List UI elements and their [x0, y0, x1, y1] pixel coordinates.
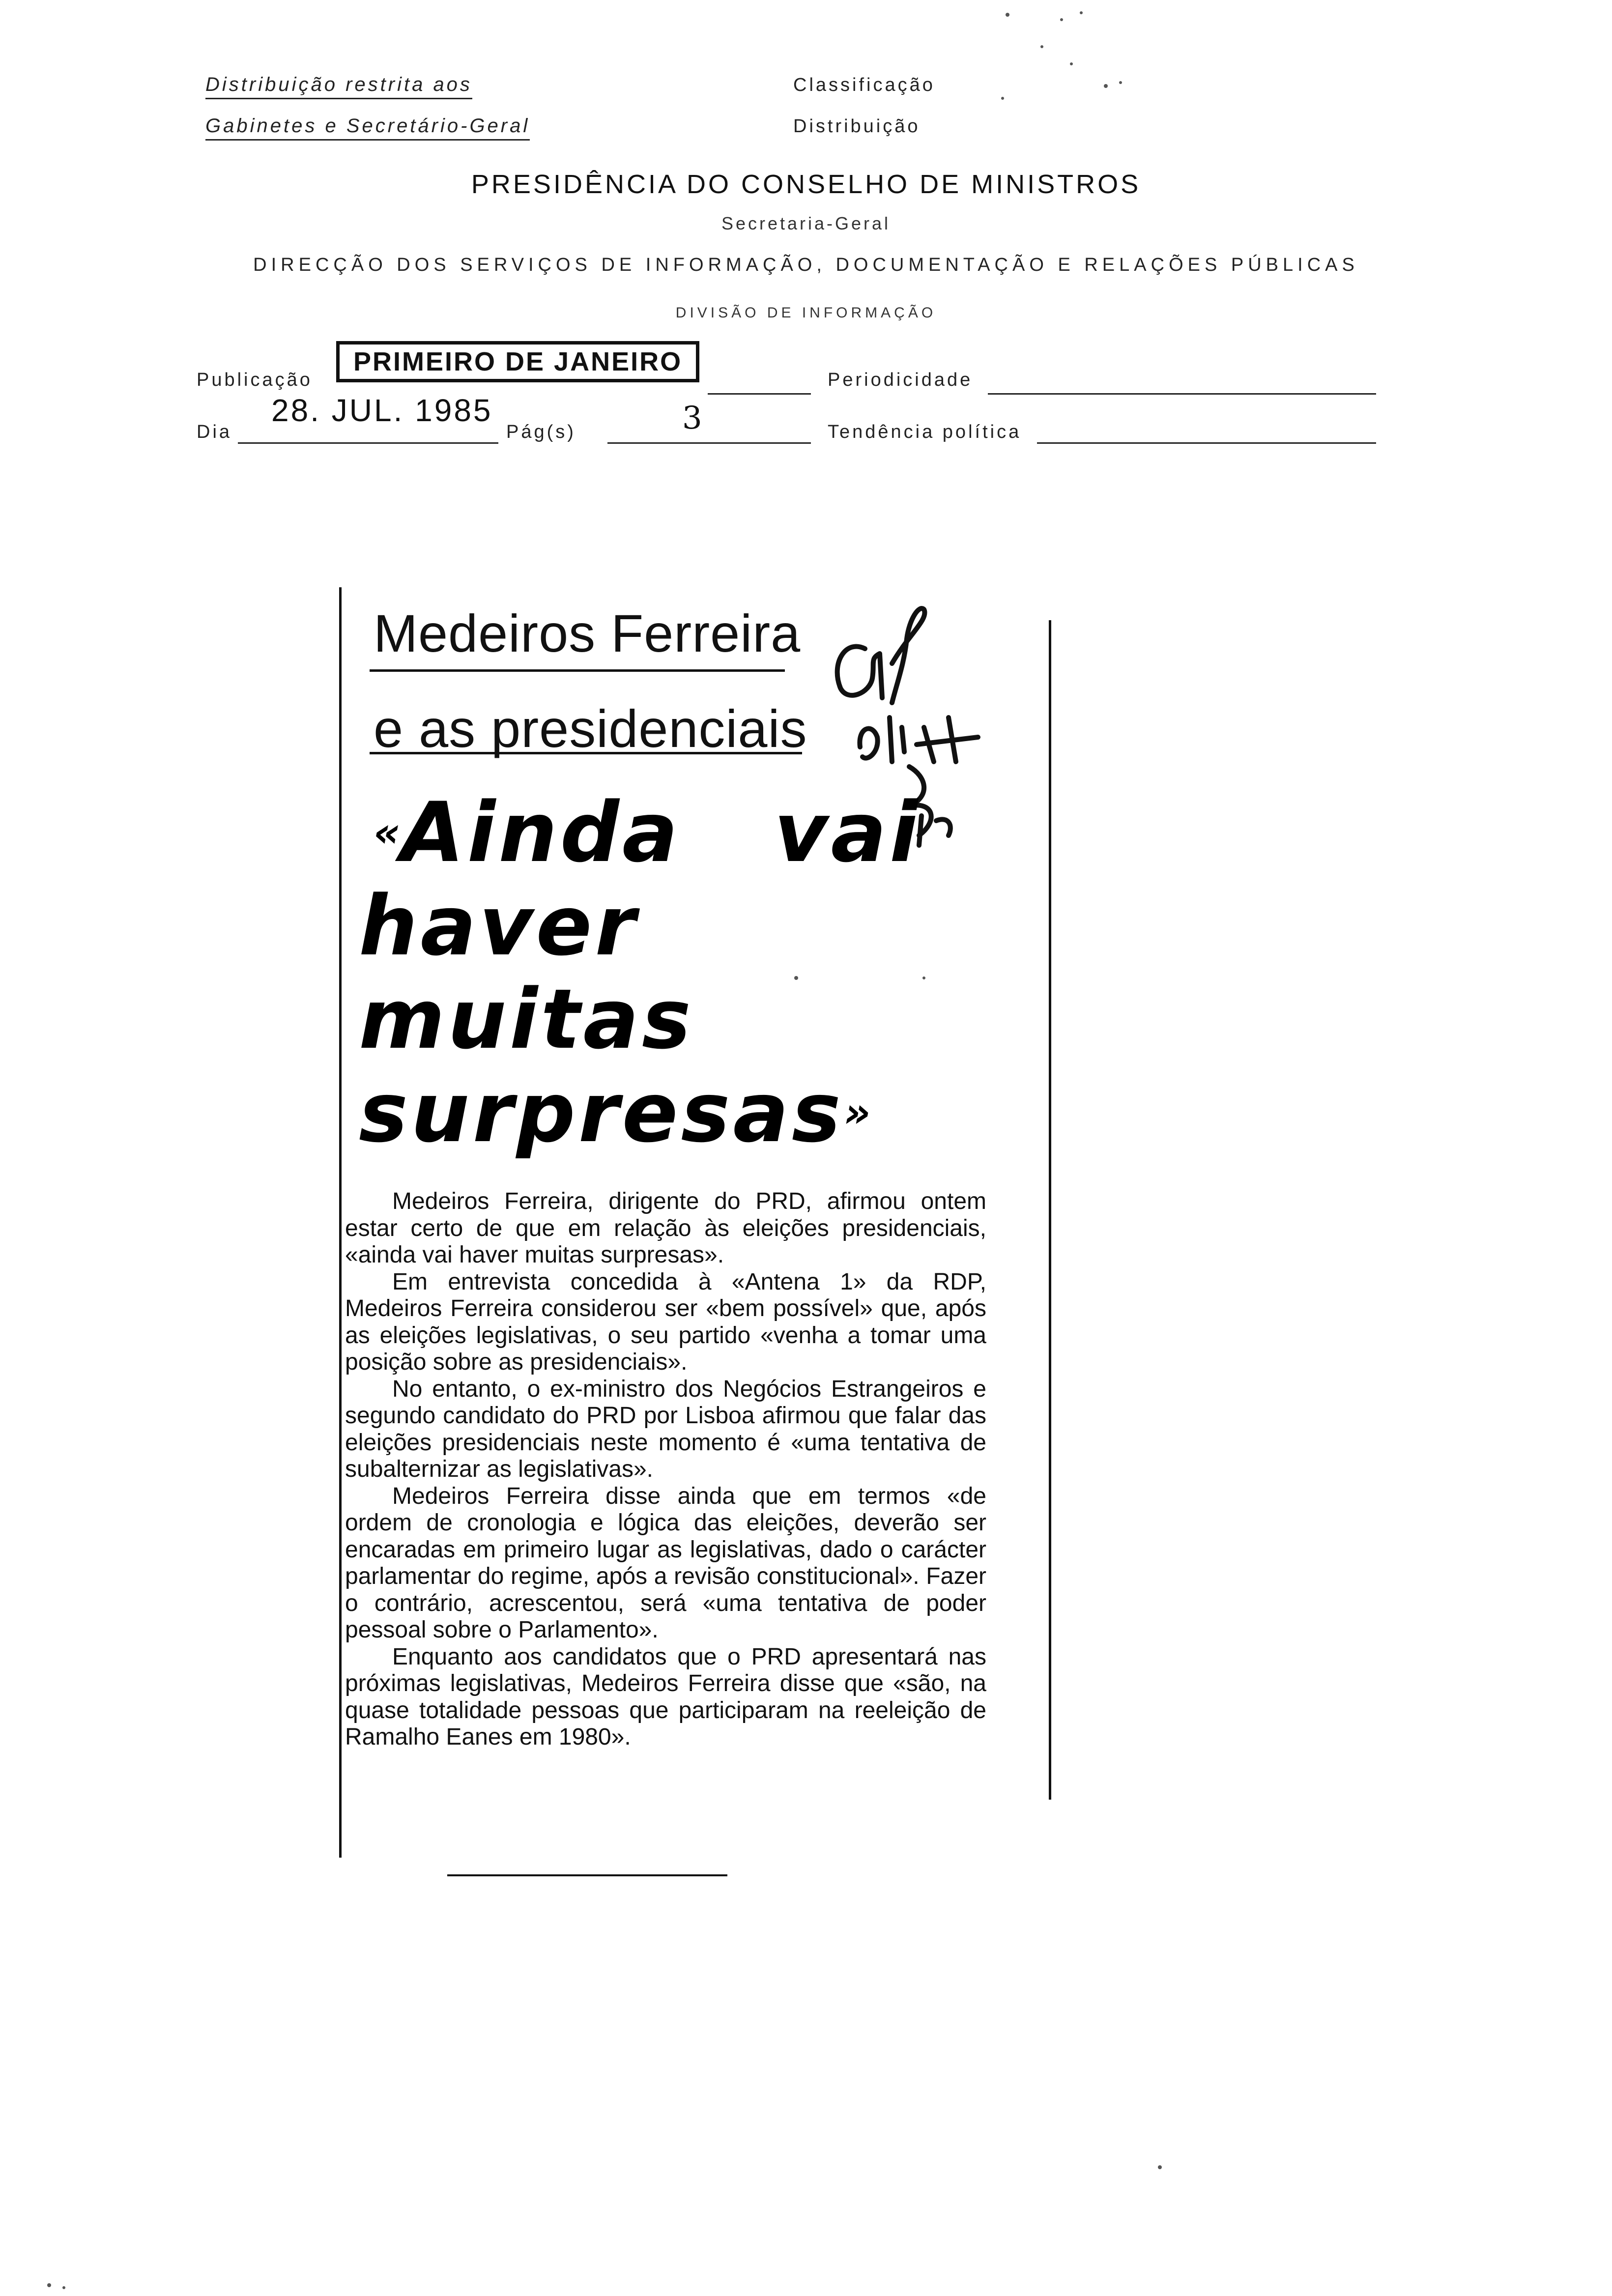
distribution-restriction-line2: Gabinetes e Secretário-Geral: [205, 115, 530, 141]
ministry-title: PRESIDÊNCIA DO CONSELHO DE MINISTROS: [471, 170, 1141, 199]
page-label: Pág(s): [506, 422, 576, 442]
kicker-line2: e as presidenciais: [374, 699, 807, 758]
page-number: 3: [682, 400, 702, 436]
distribution-label: Distribuição: [793, 116, 921, 137]
division-line: DIVISÃO DE INFORMAÇÃO: [675, 305, 937, 321]
headline-line1-b: vai: [774, 784, 921, 881]
headline-word-surpresas: surpresas: [359, 1064, 844, 1161]
secretariat-subtitle: Secretaria-Geral: [721, 213, 891, 233]
publication-stamp: PRIMEIRO DE JANEIRO: [336, 341, 699, 382]
headline-open-quote: «: [374, 808, 401, 857]
headline-word-ainda: Ainda: [400, 784, 681, 881]
paragraph-3: No entanto, o ex-ministro dos Negócios Estrangeiros e segundo candidato do PRD por Lisboa afirmou que falar das eleições presidenciais neste momento é «uma tentativa de subalternizar as legislativas».: [345, 1376, 986, 1482]
political-tendency-label: Tendência política: [828, 422, 1022, 442]
department-line: DIRECÇÃO DOS SERVIÇOS DE INFORMAÇÃO, DOCUMENTAÇÃO E RELAÇÕES PÚBLICAS: [253, 255, 1359, 275]
headline-close-quote: »: [843, 1088, 871, 1137]
paragraph-4: Medeiros Ferreira disse ainda que em termos «de ordem de cronologia e lógica das eleições, deverão ser encaradas em primeiro lugar as legislativas, dado o carácter parlamentar do regime, após a revisão constitucional». Fazer o contrário, acrescentou, será «uma tentativa de poder pessoal sobre o Parlamento».: [345, 1483, 986, 1643]
day-label: Dia: [197, 422, 232, 442]
headline-line2: haver: [359, 878, 639, 974]
publication-label: Publicação: [197, 370, 313, 390]
headline-line3: muitas: [359, 971, 694, 1067]
distribution-restriction-line1: Distribuição restrita aos: [205, 74, 472, 99]
paragraph-2: Em entrevista concedida à «Antena 1» da RDP, Medeiros Ferreira considerou ser «bem possível» que, após as eleições legislativas, o seu partido «venha a tomar uma posição sobre as presidenciais».: [345, 1268, 986, 1375]
date-stamp: 28. JUL. 1985: [271, 393, 493, 428]
kicker-line1: Medeiros Ferreira: [374, 603, 801, 663]
paragraph-1: Medeiros Ferreira, dirigente do PRD, afirmou ontem estar certo de que em relação às eleições presidenciais, «ainda vai haver muitas surpresas».: [345, 1188, 986, 1268]
paragraph-5: Enquanto aos candidatos que o PRD apresentará nas próximas legislativas, Medeiros Ferreira disse que «são, na quase totalidade pessoas que participaram na reeleição de Ramalho Eanes em 1980».: [345, 1643, 986, 1750]
classification-label: Classificação: [793, 75, 935, 95]
periodicity-label: Periodicidade: [828, 370, 973, 390]
